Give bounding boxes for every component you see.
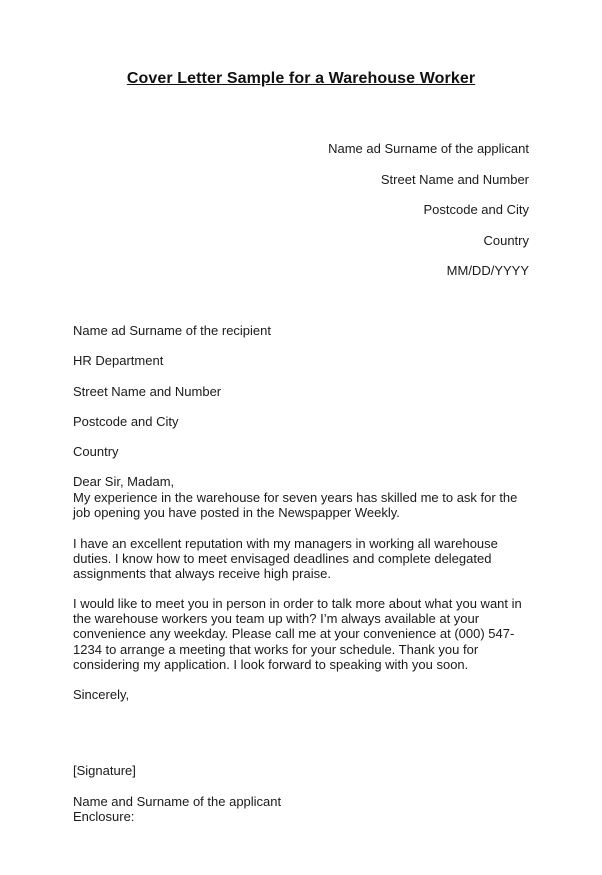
sender-street: Street Name and Number <box>380 172 529 187</box>
recipient-street: Street Name and Number <box>73 384 222 399</box>
paragraph-line: I have an excellent reputation with my managers in working all warehouse <box>73 536 498 551</box>
recipient-country: Country <box>73 444 119 459</box>
body-paragraph-2 <box>73 536 543 582</box>
paragraph-line: the warehouse workers you team up with? I’m always available at your <box>73 611 480 627</box>
paragraph-line: I would like to meet you in person in order to talk more about what you want in <box>73 596 522 611</box>
paragraph-line: 1234 to arrange a meeting that works for your schedule. Thank you for <box>73 641 479 657</box>
recipient-name: Name ad Surname of the recipient <box>73 323 271 338</box>
salutation: Dear Sir, Madam, <box>73 474 175 489</box>
signoff-name: Name and Surname of the applicant <box>73 794 282 809</box>
sender-name: Name ad Surname of the applicant <box>328 141 529 156</box>
paragraph-line: My experience in the warehouse for seven years has skilled me to ask for the <box>73 490 518 505</box>
letter-date: MM/DD/YYYY <box>446 263 529 278</box>
paragraph-line: assignments that always receive high praise. <box>73 566 331 582</box>
recipient-department: HR Department <box>73 353 164 368</box>
paragraph-line: duties. I know how to meet envisaged deadlines and complete delegated <box>73 551 492 567</box>
sender-postcode-city: Postcode and City <box>423 202 529 217</box>
paragraph-line: convenience any weekday. Please call me at your convenience at (000) 547- <box>73 626 515 642</box>
enclosure: Enclosure: <box>73 809 135 824</box>
document-title: Cover Letter Sample for a Warehouse Worker <box>126 70 476 87</box>
sender-country: Country <box>483 233 529 248</box>
signature-placeholder: [Signature] <box>73 763 136 778</box>
recipient-postcode-city: Postcode and City <box>73 414 179 429</box>
body-paragraph-1 <box>73 490 543 520</box>
paragraph-line: job opening you have posted in the Newspapper Weekly. <box>73 505 400 521</box>
body-paragraph-3 <box>73 596 543 672</box>
closing: Sincerely, <box>73 687 130 702</box>
paragraph-line: considering my application. I look forward to speaking with you soon. <box>73 656 469 672</box>
